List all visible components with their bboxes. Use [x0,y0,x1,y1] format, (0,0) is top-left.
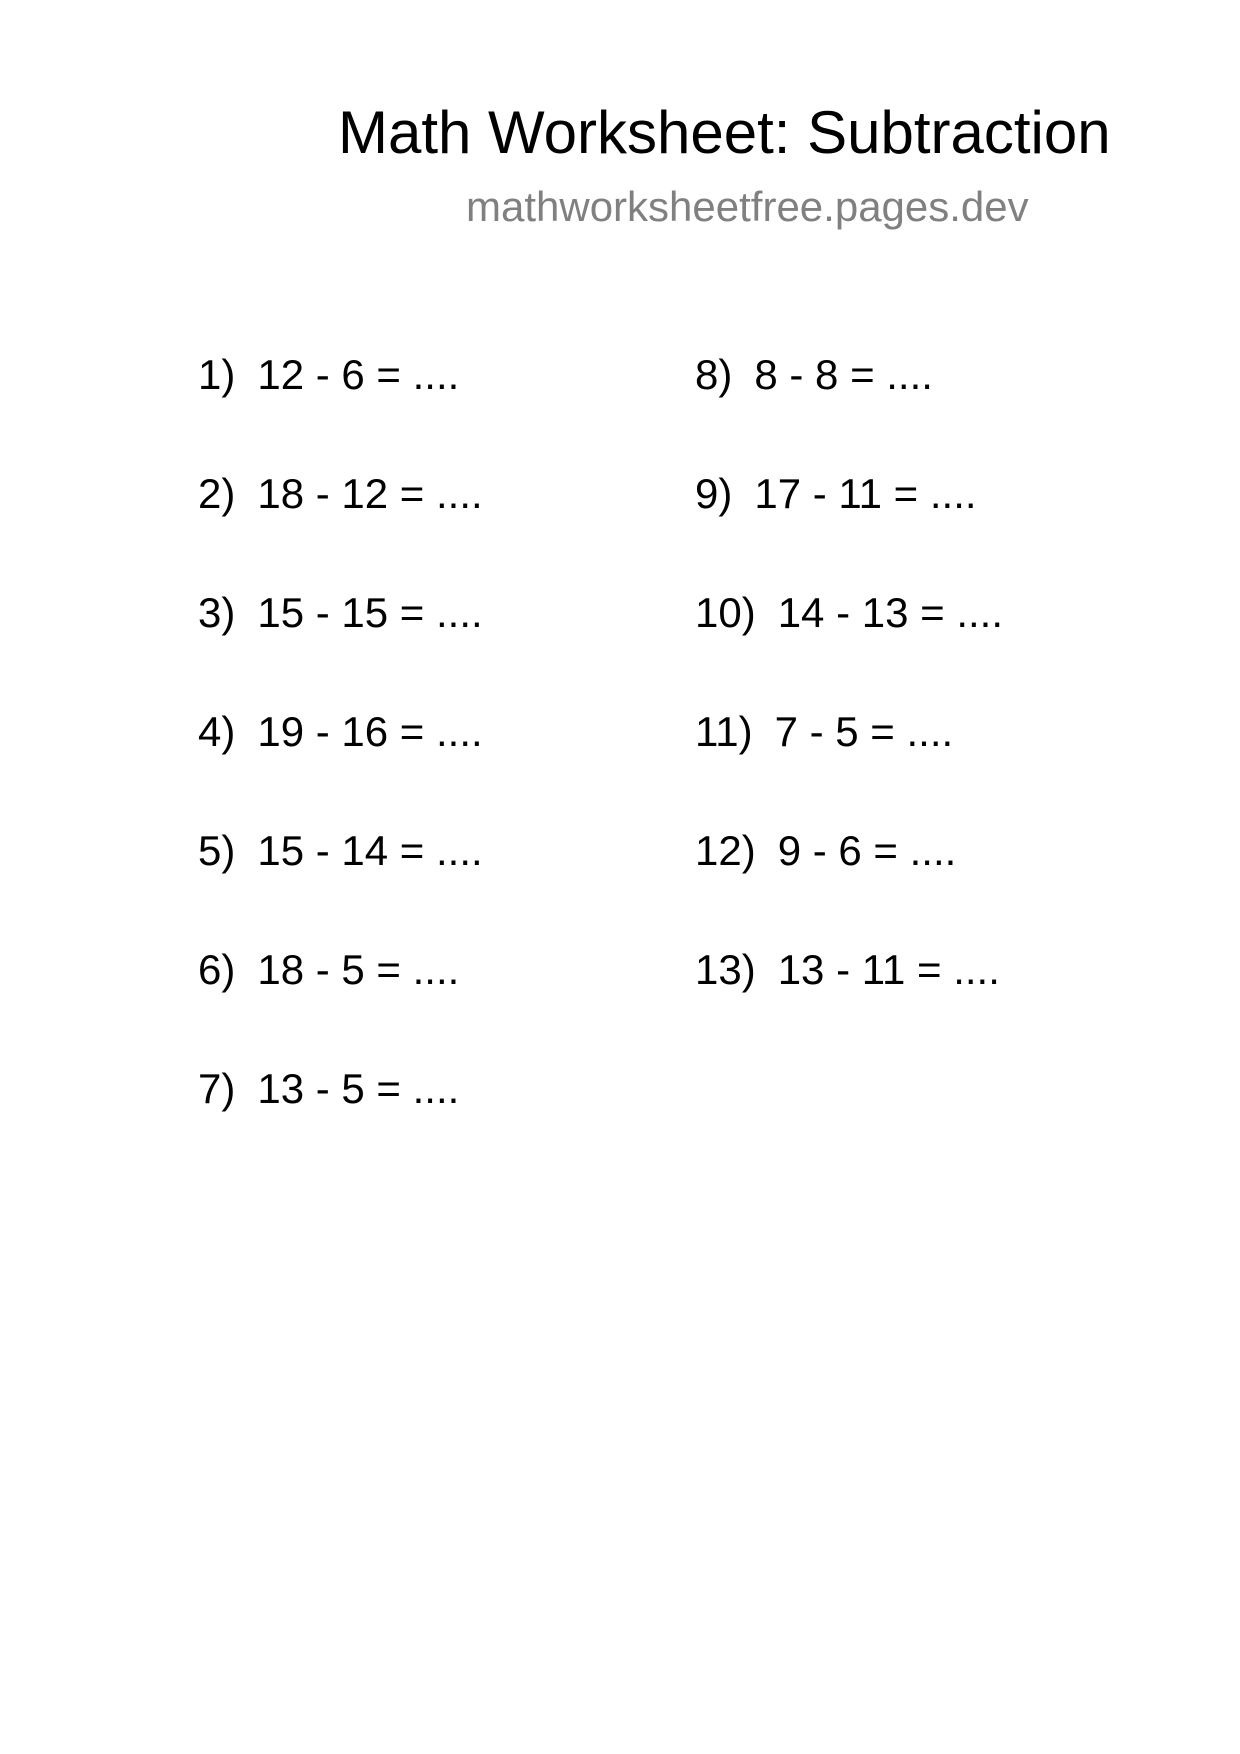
problem-item [198,588,483,707]
problem-number: 12) [695,827,756,874]
problem-item [198,945,483,1064]
problem-number: 1) [198,351,236,398]
problem-expression: 18 - 5 = .... [257,946,460,993]
problem-number: 6) [198,946,236,993]
problem-number: 5) [198,827,236,874]
problem-expression: 12 - 6 = .... [257,351,460,398]
problem-column-right [695,350,1003,1064]
problem-number: 2) [198,470,236,517]
problem-expression: 17 - 11 = .... [754,470,977,517]
problem-number: 10) [695,589,756,636]
problem-item [198,469,483,588]
problem-expression: 18 - 12 = .... [257,470,483,517]
problem-number: 13) [695,946,756,993]
page-title: Math Worksheet: Subtraction [338,99,1111,166]
problem-item [198,350,483,469]
problem-item [695,707,1003,826]
problem-number: 9) [695,470,733,517]
problem-expression: 15 - 15 = .... [257,589,483,636]
problem-item [695,469,1003,588]
problem-number: 3) [198,589,236,636]
problem-number: 7) [198,1065,236,1112]
problem-expression: 15 - 14 = .... [257,827,483,874]
problem-expression: 13 - 11 = .... [777,946,1000,993]
problem-expression: 19 - 16 = .... [257,708,483,755]
problem-number: 4) [198,708,236,755]
site-url: mathworksheetfree.pages.dev [466,183,1029,230]
problem-expression: 9 - 6 = .... [777,827,957,874]
problem-column-left [198,350,483,1183]
problem-item [695,945,1003,1064]
problem-number: 11) [695,708,753,755]
problem-item [198,707,483,826]
problem-item [198,826,483,945]
problem-item [198,1064,483,1183]
problem-expression: 13 - 5 = .... [257,1065,460,1112]
problem-expression: 8 - 8 = .... [754,351,933,398]
problem-item [695,350,1003,469]
problem-number: 8) [695,351,733,398]
problem-item [695,826,1003,945]
problem-expression: 14 - 13 = .... [777,589,1004,636]
problem-item [695,588,1003,707]
problem-expression: 7 - 5 = .... [774,708,954,755]
